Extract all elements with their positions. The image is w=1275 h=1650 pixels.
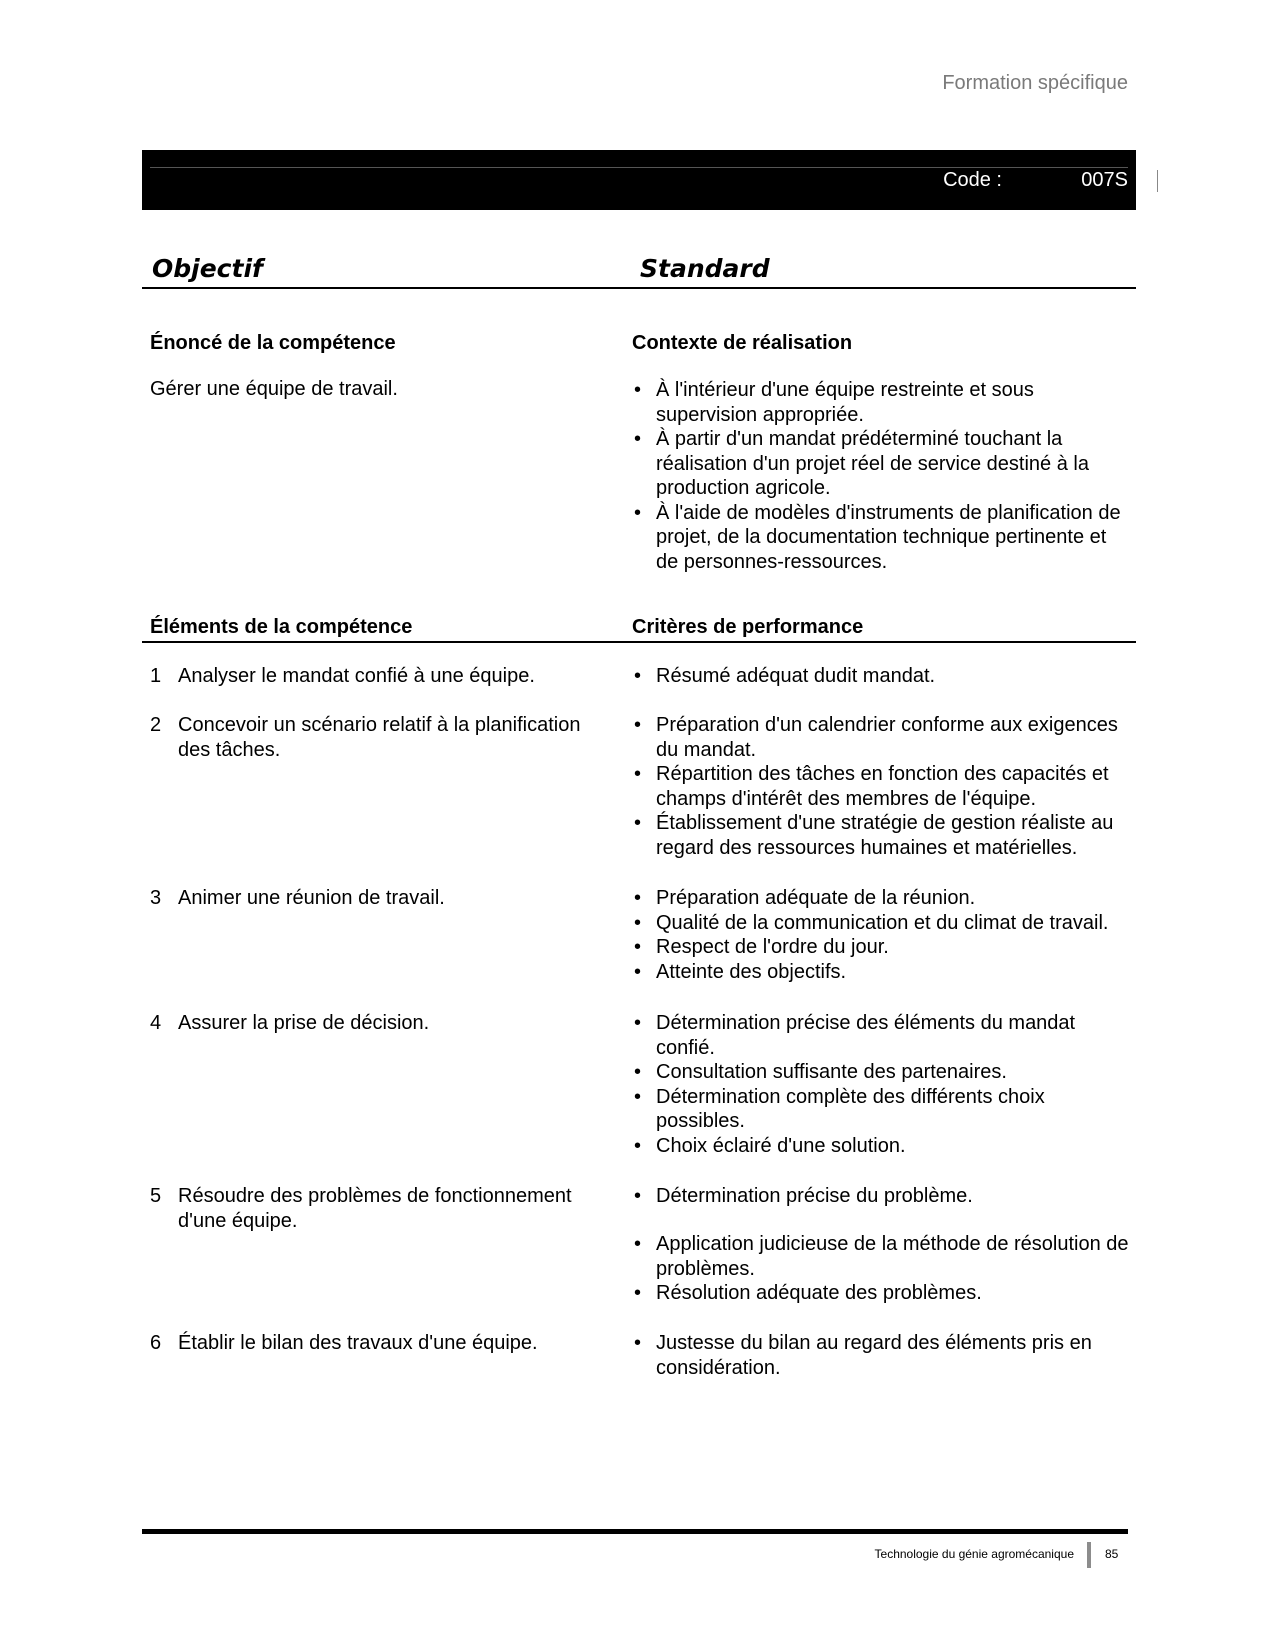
criteria-list-2 — [632, 713, 1132, 860]
heading-rule — [142, 287, 1136, 289]
element-text: Établir le bilan des travaux d'une équipe. — [178, 1332, 538, 1354]
element-text: Analyser le mandat confié à une équipe. — [178, 665, 535, 687]
footer-rule — [142, 1529, 1128, 1534]
element-row-4 — [150, 1011, 610, 1036]
element-row-5 — [150, 1184, 610, 1233]
list-item: • Application judicieuse de la méthode de résolution de problèmes. — [632, 1232, 1132, 1281]
criteria-list-6 — [632, 1331, 1132, 1380]
list-item: • Préparation d'un calendrier conforme aux exigences du mandat. — [632, 713, 1132, 762]
list-item: • À l'aide de modèles d'instruments de planification de projet, de la documentation technique pertinente et de personnes-ressources. — [632, 501, 1132, 575]
list-item: • Établissement d'une stratégie de gestion réaliste au regard des ressources humaines et matérielles. — [632, 811, 1132, 860]
list-item: • Détermination précise des éléments du mandat confié. — [632, 1011, 1132, 1060]
element-number: 5 — [150, 1185, 162, 1207]
list-item: • Respect de l'ordre du jour. — [632, 935, 1132, 960]
criteria-list-4 — [632, 1011, 1132, 1158]
criteres-heading: Critères de performance — [632, 616, 864, 638]
list-item: • Préparation adéquate de la réunion. — [632, 886, 1132, 911]
criteria-list-5b — [632, 1232, 1132, 1306]
element-row-2 — [150, 713, 610, 762]
element-number: 4 — [150, 1012, 162, 1034]
list-item: • À l'intérieur d'une équipe restreinte et sous supervision appropriée. — [632, 378, 1132, 427]
code-value: 007S — [1081, 169, 1128, 191]
element-row-1 — [150, 664, 610, 689]
code-bar-divider — [150, 167, 1128, 168]
list-item: • Atteinte des objectifs. — [632, 960, 1132, 985]
footer-title: Technologie du génie agromécanique — [874, 1547, 1074, 1561]
competence-statement: Gérer une équipe de travail. — [150, 378, 398, 400]
page-number: 85 — [1105, 1547, 1119, 1561]
criteria-list-3 — [632, 886, 1132, 984]
list-item: • Choix éclairé d'une solution. — [632, 1134, 1132, 1159]
element-text: Animer une réunion de travail. — [178, 887, 445, 909]
code-bar — [142, 150, 1136, 210]
criteria-list-5 — [632, 1184, 1132, 1209]
list-item: • Résolution adéquate des problèmes. — [632, 1281, 1132, 1306]
column-heading-standard: Standard — [640, 254, 770, 283]
list-item: • Répartition des tâches en fonction des capacités et champs d'intérêt des membres de l'équipe. — [632, 762, 1132, 811]
criteria-list-1 — [632, 664, 1132, 689]
contexte-list — [632, 378, 1132, 574]
list-item: • Détermination précise du problème. — [632, 1184, 1132, 1209]
element-text: Résoudre des problèmes de fonctionnement d'une équipe. — [178, 1185, 572, 1232]
footer-separator — [1087, 1542, 1091, 1568]
code-separator — [1157, 170, 1158, 192]
column-heading-objectif: Objectif — [152, 254, 263, 283]
element-number: 2 — [150, 714, 162, 736]
element-row-3 — [150, 886, 610, 911]
section-title: Formation spécifique — [942, 72, 1128, 94]
section-rule — [142, 641, 1136, 643]
element-number: 3 — [150, 887, 162, 909]
element-row-6 — [150, 1331, 610, 1356]
list-item: • Justesse du bilan au regard des éléments pris en considération. — [632, 1331, 1132, 1380]
element-number: 6 — [150, 1332, 162, 1354]
list-item: • Consultation suffisante des partenaires. — [632, 1060, 1132, 1085]
list-item: • Qualité de la communication et du climat de travail. — [632, 911, 1132, 936]
element-text: Assurer la prise de décision. — [178, 1012, 430, 1034]
element-text: Concevoir un scénario relatif à la planification des tâches. — [178, 714, 581, 761]
contexte-heading: Contexte de réalisation — [632, 332, 853, 354]
elements-heading: Éléments de la compétence — [150, 616, 413, 638]
list-item: • À partir d'un mandat prédéterminé touchant la réalisation d'un projet réel de service destiné à la production agricole. — [632, 427, 1132, 501]
list-item: • Résumé adéquat dudit mandat. — [632, 664, 1132, 689]
list-item: • Détermination complète des différents choix possibles. — [632, 1085, 1132, 1134]
competence-heading: Énoncé de la compétence — [150, 332, 396, 354]
code-label: Code : — [943, 169, 1002, 191]
element-number: 1 — [150, 665, 162, 687]
